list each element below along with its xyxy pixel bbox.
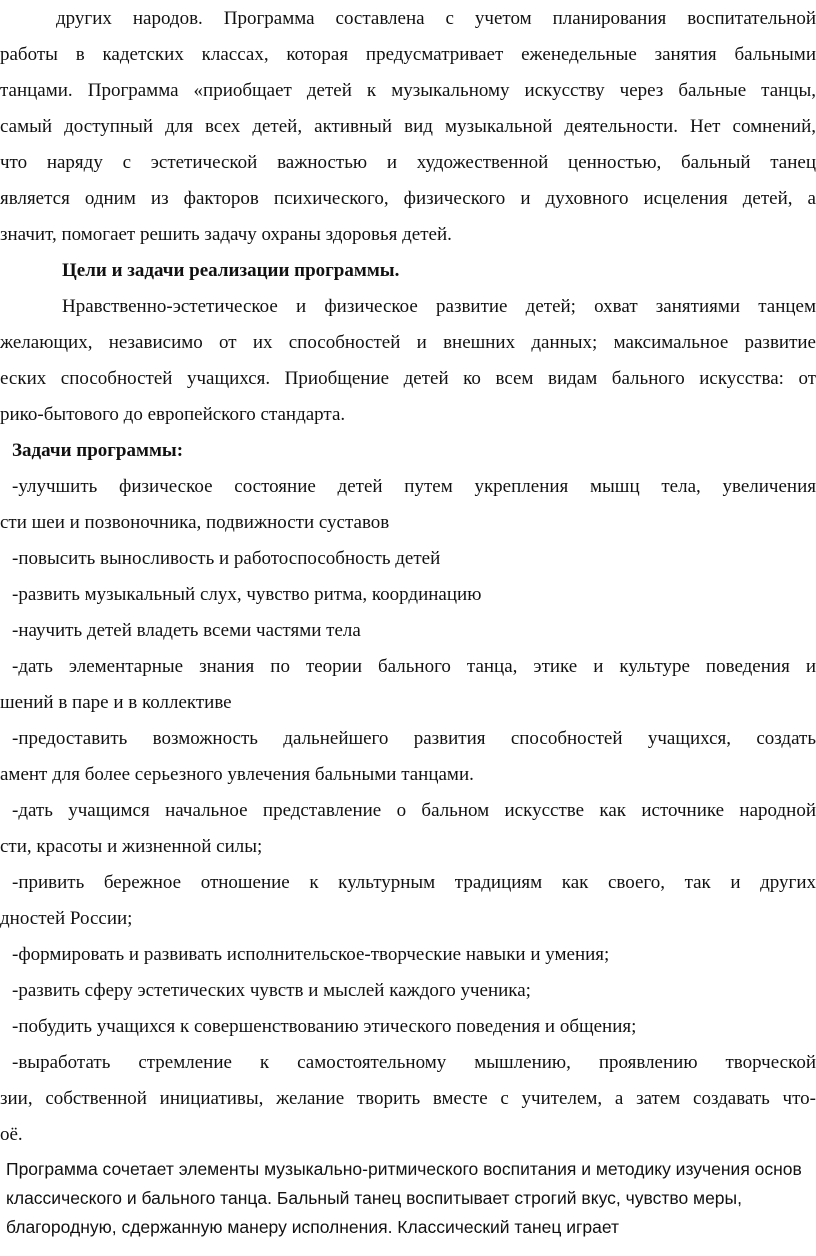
text-line: классического и бального танца. Бальный танец воспитывает строгий вкус, чувство меры, — [6, 1188, 742, 1208]
list-item: -формировать и развивать исполнительское-творческие навыки и умения; — [12, 944, 610, 965]
list-item: -выработать стремление к самостоятельному мышлению, проявлению творческой — [12, 1052, 816, 1073]
text-line: значит, помогает решить задачу охраны здоровья детей. — [0, 224, 452, 245]
text-line: танцами. Программа «приобщает детей к музыкальному искусству через бальные танцы, — [0, 80, 816, 101]
list-item: -повысить выносливость и работоспособность детей — [12, 548, 441, 569]
list-item-continuation: дностей России; — [0, 908, 133, 929]
text-line: рико-бытового до европейского стандарта. — [0, 404, 346, 425]
text-line: еских способностей учащихся. Приобщение детей ко всем видам бального искусства: от — [0, 368, 816, 389]
list-item: -привить бережное отношение к культурным традициям как своего, так и других — [12, 872, 816, 893]
list-item-continuation: амент для более серьезного увлечения бальными танцами. — [0, 764, 474, 785]
text-line: Нравственно-эстетическое и физическое развитие детей; охват занятиями танцем — [62, 296, 816, 317]
tasks-heading: Задачи программы: — [12, 440, 184, 461]
list-item: -дать элементарные знания по теории бального танца, этике и культуре поведения и — [12, 656, 816, 677]
text-line: что наряду с эстетической важностью и художественной ценностью, бальный танец — [0, 152, 816, 173]
list-item: -улучшить физическое состояние детей путем укрепления мышц тела, увеличения — [12, 476, 816, 497]
goals-heading: Цели и задачи реализации программы. — [62, 260, 400, 281]
list-item-continuation: шений в паре и в коллективе — [0, 692, 232, 713]
text-line: является одним из факторов психического, физического и духовного исцеления детей, а — [0, 188, 816, 209]
text-line: самый доступный для всех детей, активный вид музыкальной деятельности. Нет сомнений, — [0, 116, 816, 137]
text-line: Программа сочетает элементы музыкально-ритмического воспитания и методику изучения основ — [6, 1159, 802, 1179]
list-item: -развить музыкальный слух, чувство ритма, координацию — [12, 584, 482, 605]
text-line: желающих, независимо от их способностей и внешних данных; максимальное развитие — [0, 332, 816, 353]
list-item-continuation: сти, красоты и жизненной силы; — [0, 836, 263, 857]
list-item-continuation: сти шеи и позвоночника, подвижности суставов — [0, 512, 390, 533]
list-item-continuation: оё. — [0, 1124, 23, 1145]
list-item: -дать учащимся начальное представление о бальном искусстве как источнике народной — [12, 800, 816, 821]
text-line: благородную, сдержанную манеру исполнения. Классический танец играет — [6, 1217, 620, 1237]
list-item: -развить сферу эстетических чувств и мыслей каждого ученика; — [12, 980, 531, 1001]
list-item: -научить детей владеть всеми частями тела — [12, 620, 361, 641]
text-line: других народов. Программа составлена с учетом планирования воспитательной — [56, 8, 816, 29]
list-item: -предоставить возможность дальнейшего развития способностей учащихся, создать — [12, 728, 816, 749]
list-item: -побудить учащихся к совершенствованию этического поведения и общения; — [12, 1016, 637, 1037]
list-item-continuation: зии, собственной инициативы, желание творить вместе с учителем, а затем создавать что- — [0, 1088, 816, 1109]
text-line: работы в кадетских классах, которая предусматривает еженедельные занятия бальными — [0, 44, 816, 65]
